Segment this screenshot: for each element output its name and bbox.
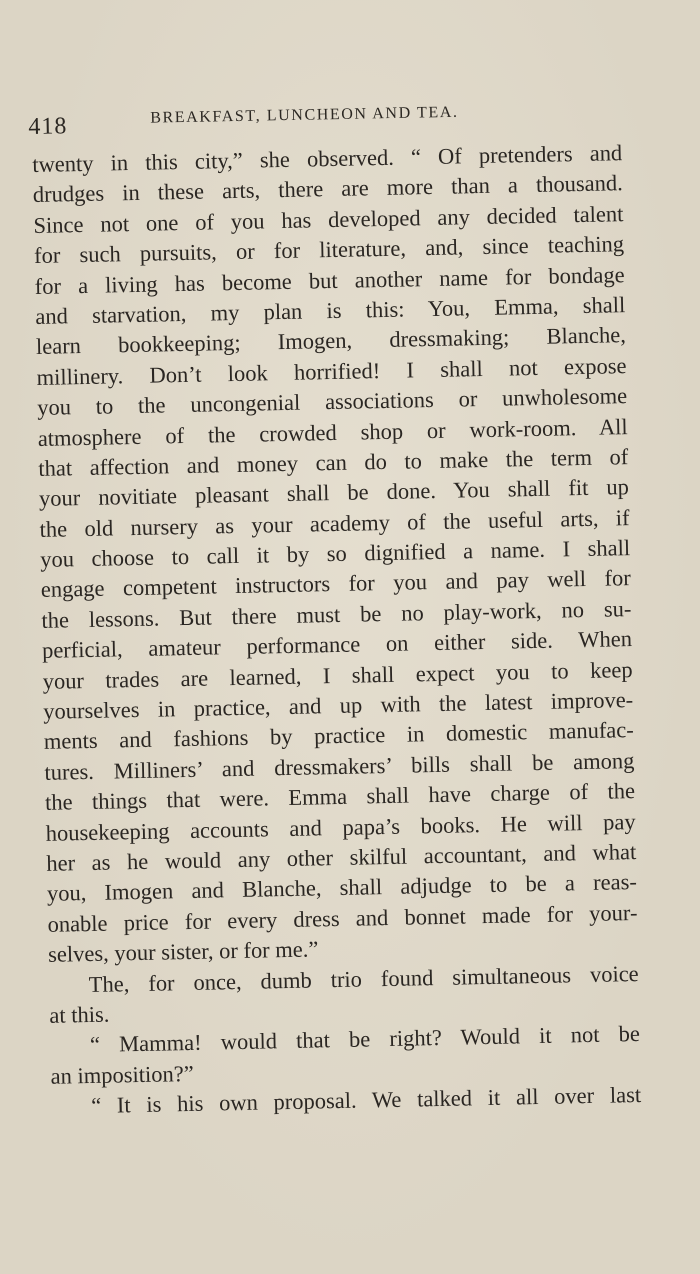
text-line: the lessons. But there must be no play-work, no su-	[41, 595, 632, 633]
text-line: you choose to call it by so dignified a name. I shall	[39, 535, 631, 572]
body-text	[32, 138, 641, 1122]
text-line: an imposition?”	[50, 1060, 194, 1089]
text-line: yourselves in practice, and up with the latest improve-	[43, 687, 634, 724]
text-line: “ Mamma! would that be right? Would it not be	[89, 1021, 641, 1058]
text-line: onable price for every dress and bonnet made for your-	[47, 899, 638, 937]
text-line: housekeeping accounts and papa’s books. He will pay	[45, 808, 636, 846]
text-line: your trades are learned, I shall expect you to keep	[42, 656, 633, 694]
text-line: that affection and money can do to make the term of	[38, 444, 629, 481]
text-line: twenty in this city,” she observed. “ Of pretenders and	[32, 140, 623, 177]
running-head	[28, 94, 668, 138]
text-line: ments and fashions by practice in domestic manufac-	[43, 717, 635, 755]
text-line: The, for once, dumb trio found simultaneous voice	[88, 960, 639, 997]
text-line: learn bookkeeping; Imogen, dressmaking; Blanche,	[35, 322, 627, 360]
text-line: selves, your sister, or for me.”	[47, 936, 319, 967]
text-line: drudges in these arts, there are more than a thousand.	[32, 170, 624, 208]
text-line: her as he would any other skilful accountant, and what	[46, 839, 637, 876]
text-line: tures. Milliners’ and dressmakers’ bills shall be among	[44, 747, 635, 785]
text-line: perficial, amateur performance on either side. When	[41, 626, 633, 664]
text-line: engage competent instructors for you and pay well for	[40, 565, 631, 603]
text-line: atmosphere of the crowded shop or work-room. All	[37, 413, 628, 451]
text-line: at this.	[49, 1001, 110, 1028]
text-line: for a living has become but another name for bondage	[34, 261, 625, 299]
text-line: “ It is his own proposal. We talked it all over last	[90, 1082, 642, 1119]
running-title: BREAKFAST, LUNCHEON AND TEA.	[150, 103, 459, 127]
text-line: and starvation, my plan is this: You, Emma, shall	[35, 292, 626, 329]
text-line: you, Imogen and Blanche, shall adjudge to be a reas-	[46, 869, 638, 907]
text-line: the old nursery as your academy of the useful arts, if	[39, 504, 630, 542]
text-line: for such pursuits, or for literature, and, since teaching	[33, 231, 625, 269]
text-line: your novitiate pleasant shall be done. You shall fit up	[38, 474, 630, 512]
text-line: the things that were. Emma shall have charge of the	[44, 778, 636, 816]
text-line: Since not one of you has developed any decided talent	[33, 200, 624, 238]
page-number: 418	[28, 113, 68, 140]
text-line: millinery. Don’t look horrified! I shall not expose	[36, 352, 627, 390]
text-line: you to the uncongenial associations or unwholesome	[36, 383, 628, 421]
